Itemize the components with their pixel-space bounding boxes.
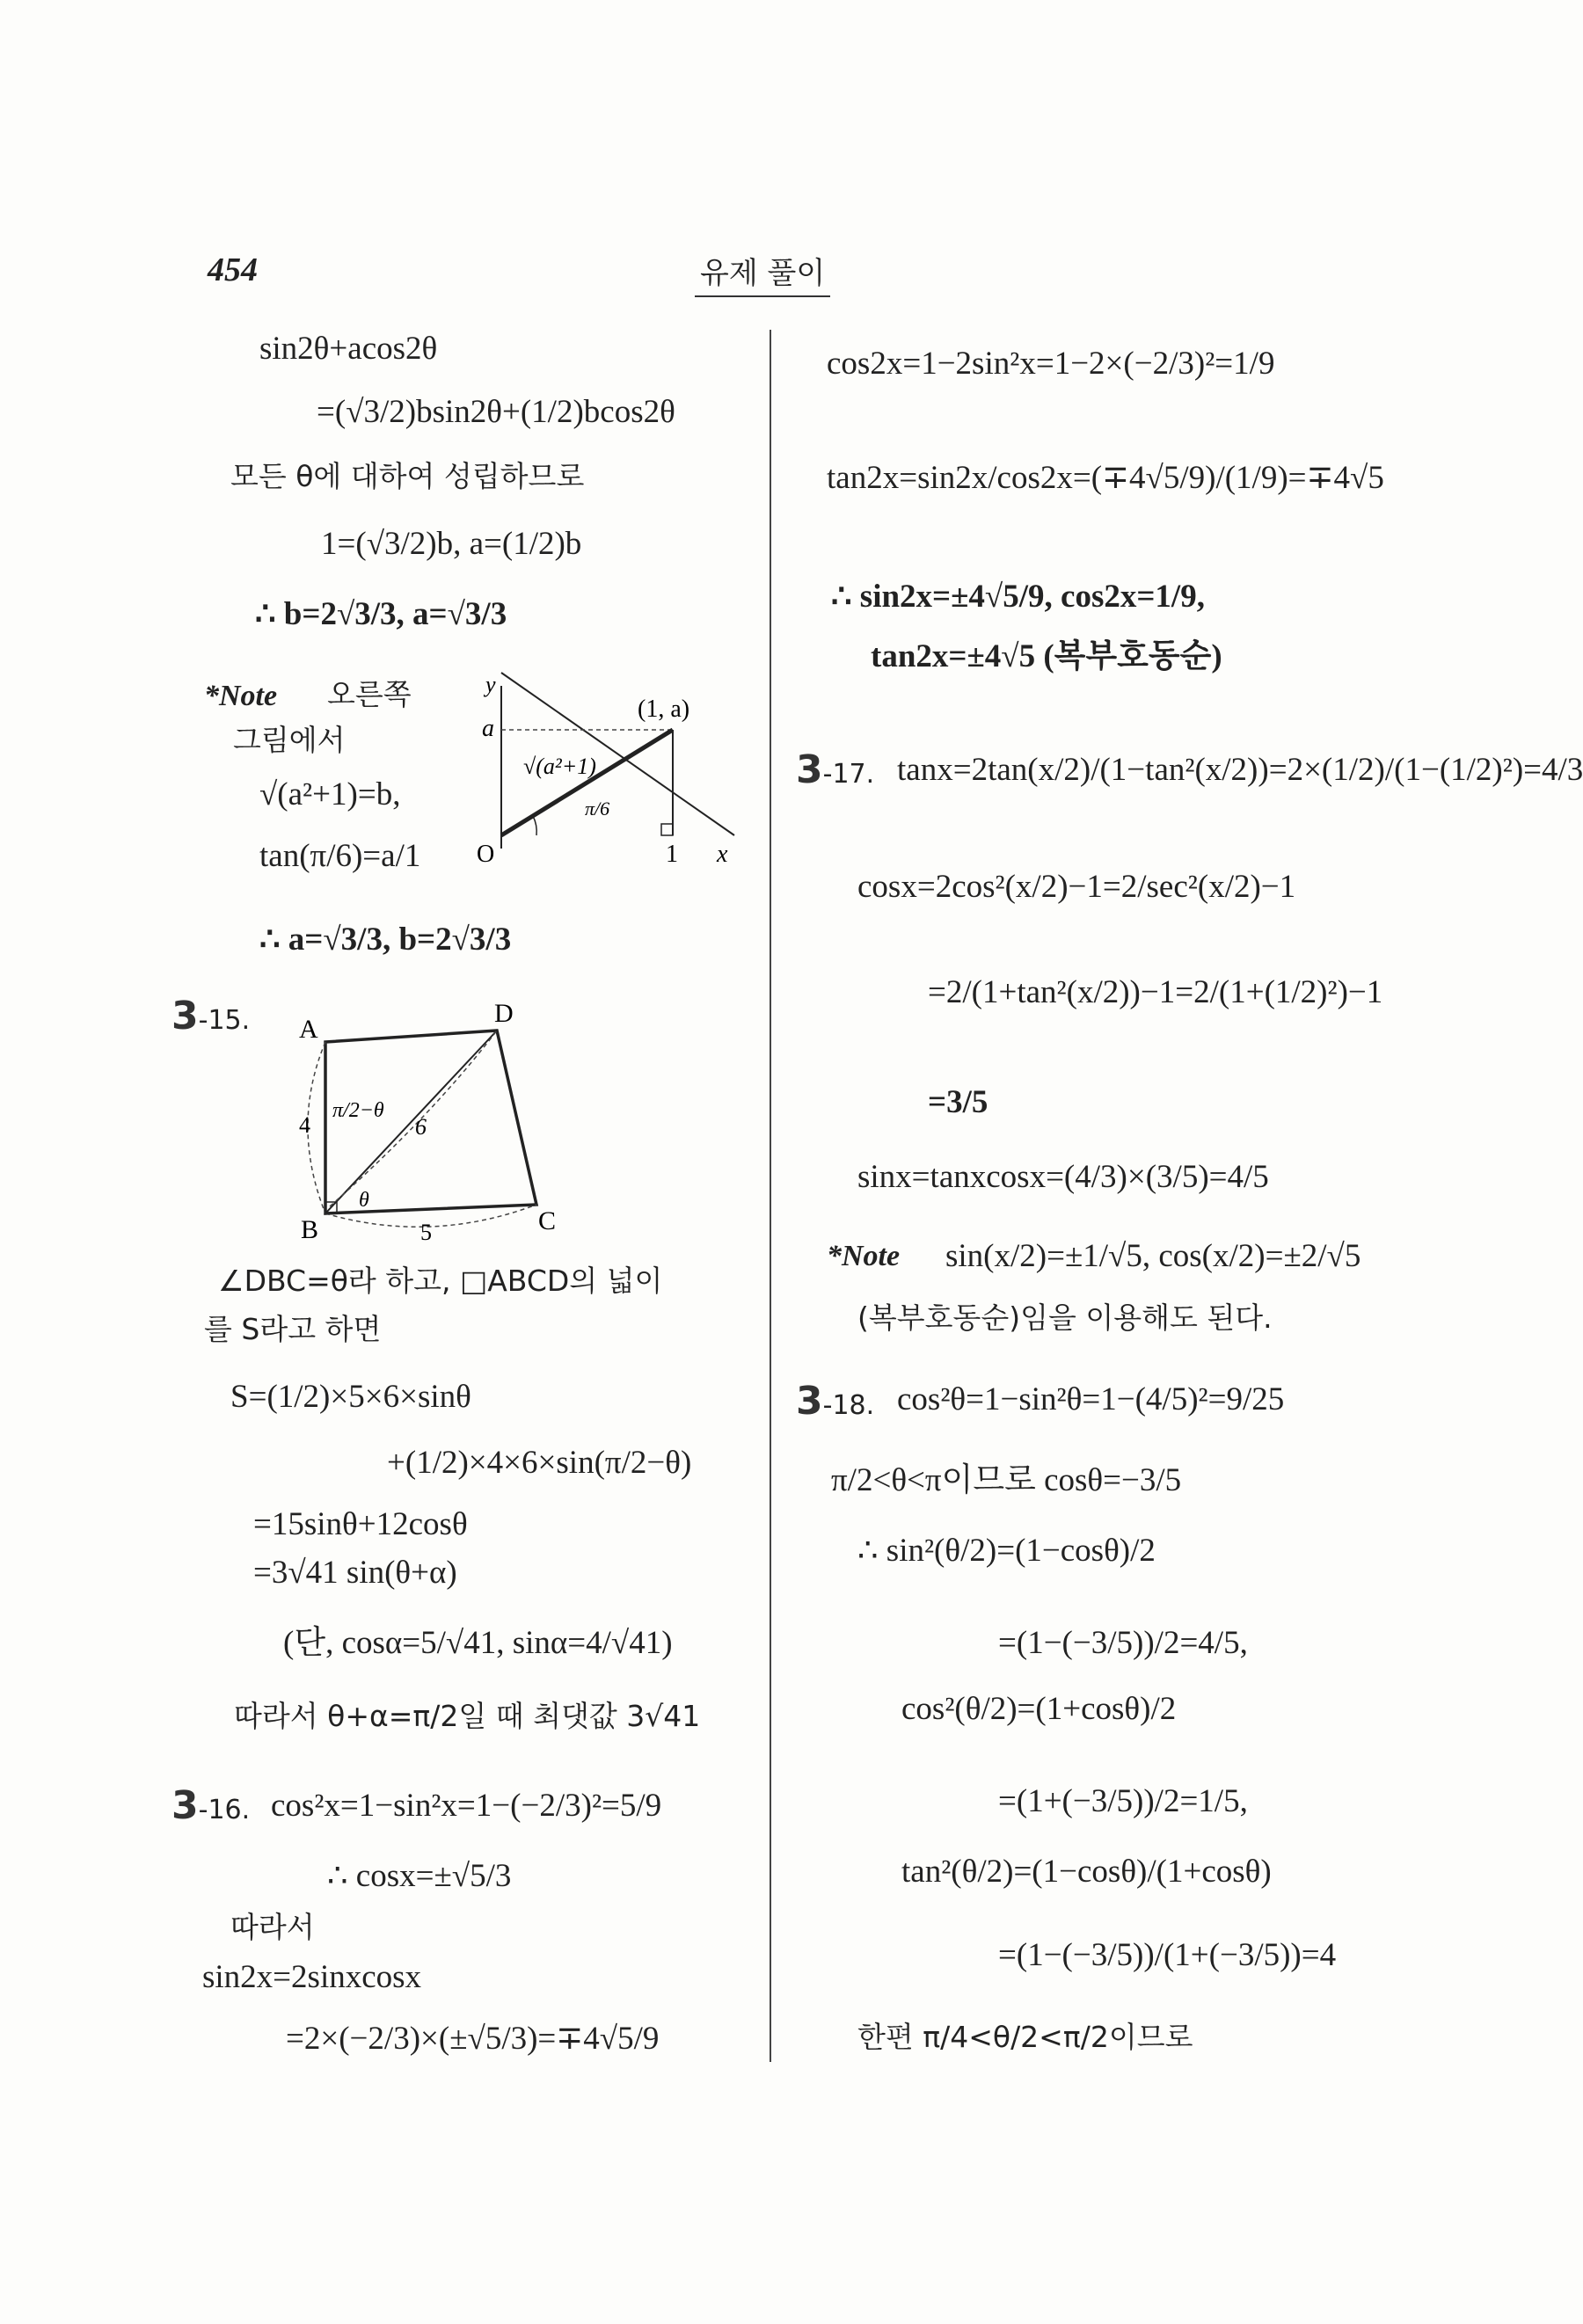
eq-result: ∴ sin2x=±4√5/9, cos2x=1/9, <box>831 579 1205 615</box>
angle-arc <box>533 816 536 835</box>
side-label: 5 <box>420 1220 432 1245</box>
eq-line: tan²(θ/2)=(1−cosθ)/(1+cosθ) <box>901 1854 1272 1890</box>
fig-label: O <box>477 841 495 868</box>
hypotenuse <box>501 730 673 835</box>
eq-line: (단, cosα=5/√41, sinα=4/√41) <box>283 1625 673 1661</box>
note-label: *Note <box>204 680 278 712</box>
eq-result: 따라서 θ+α=π/2일 때 최댓값 3√41 <box>234 1699 701 1733</box>
right-angle-mark <box>661 824 673 835</box>
fig-label: √(a²+1) <box>523 754 596 779</box>
eq-line: =3/5 <box>928 1084 988 1120</box>
quadrilateral-figure <box>281 999 580 1245</box>
eq-line: √(a²+1)=b, <box>259 776 401 812</box>
eq-line: =2/(1+tan²(x/2))−1=2/(1+(1/2)²)−1 <box>928 974 1383 1010</box>
eq-result: ∴ b=2√3/3, a=√3/3 <box>255 596 507 632</box>
eq-line: sin(x/2)=±1/√5, cos(x/2)=±2/√5 <box>945 1238 1361 1274</box>
fig-label: a <box>482 715 494 742</box>
eq-line: π/2<θ<π이므로 cosθ=−3/5 <box>831 1462 1182 1498</box>
eq-line: ∴ cosx=±√5/3 <box>327 1858 512 1894</box>
angle-label: θ <box>359 1189 369 1212</box>
vertex-b: B <box>301 1215 319 1244</box>
eq-result: ∴ a=√3/3, b=2√3/3 <box>259 922 512 958</box>
problem-number-3-18: 3-18. <box>796 1379 875 1424</box>
eq-line: S=(1/2)×5×6×sinθ <box>230 1379 471 1415</box>
fig-label: y <box>485 672 496 697</box>
eq-line: tan(π/6)=a/1 <box>259 838 421 874</box>
note-text: 오른쪽 <box>327 677 412 711</box>
diagonal-bd <box>325 1031 497 1213</box>
eq-line: sinx=tanxcosx=(4/3)×(3/5)=4/5 <box>857 1159 1269 1195</box>
note-figure <box>457 673 748 871</box>
vertex-a: A <box>299 1015 318 1044</box>
eq-line: tan2x=sin2x/cos2x=(∓4√5/9)/(1/9)=∓4√5 <box>827 460 1384 496</box>
column-divider <box>770 330 771 2062</box>
problem-number-3-17: 3-17. <box>796 747 875 792</box>
text-line: 한편 π/4<θ/2<π/2이므로 <box>857 2020 1193 2054</box>
page-number: 454 <box>208 251 258 288</box>
eq-line: =15sinθ+12cosθ <box>253 1506 468 1542</box>
fig-label: x <box>717 841 728 868</box>
problem-number-3-16: 3-16. <box>171 1783 251 1828</box>
eq-line: tanx=2tan(x/2)/(1−tan²(x/2))=2×(1/2)/(1−(1/2)²)=4/3 <box>897 752 1583 788</box>
side-label: 6 <box>415 1114 427 1140</box>
eq-line: =2×(−2/3)×(±√5/3)=∓4√5/9 <box>286 2021 660 2057</box>
vertex-c: C <box>538 1206 557 1235</box>
text-line: 모든 θ에 대하여 성립하므로 <box>230 459 585 493</box>
problem-number-3-15: 3-15. <box>171 994 251 1038</box>
eq-line: cos²(θ/2)=(1+cosθ)/2 <box>901 1691 1177 1727</box>
note-text: 그림에서 <box>233 723 346 757</box>
eq-line: =3√41 sin(θ+α) <box>253 1555 457 1591</box>
fig-label: (1, a) <box>638 696 690 723</box>
side-label: 4 <box>299 1112 310 1138</box>
eq-line: =(1−(−3/5))/2=4/5, <box>998 1625 1248 1661</box>
dashed-arc <box>308 1042 325 1213</box>
page-title: 유제 풀이 <box>695 249 830 297</box>
eq-line: ∴ sin²(θ/2)=(1−cosθ)/2 <box>857 1533 1156 1569</box>
eq-line: sin2x=2sinxcosx <box>202 1959 422 1995</box>
text-line: 를 S라고 하면 <box>204 1312 382 1346</box>
fig-label: π/6 <box>585 798 610 820</box>
quad-outline <box>325 1031 536 1213</box>
text-line: 따라서 <box>230 1910 315 1944</box>
fig-label: 1 <box>666 841 678 868</box>
eq-line: =(√3/2)bsin2θ+(1/2)bcos2θ <box>317 394 675 430</box>
note-label: *Note <box>827 1240 901 1272</box>
eq-line: cos²x=1−sin²x=1−(−2/3)²=5/9 <box>271 1788 662 1824</box>
eq-line: 1=(√3/2)b, a=(1/2)b <box>321 526 582 562</box>
eq-line: sin2θ+acos2θ <box>259 331 438 367</box>
eq-line: =(1+(−3/5))/2=1/5, <box>998 1783 1248 1819</box>
eq-line: cos²θ=1−sin²θ=1−(4/5)²=9/25 <box>897 1381 1285 1417</box>
text-line: (복부호동순)임을 이용해도 된다. <box>857 1300 1273 1335</box>
eq-line: =(1−(−3/5))/(1+(−3/5))=4 <box>998 1937 1337 1973</box>
eq-line: +(1/2)×4×6×sin(π/2−θ) <box>387 1445 692 1481</box>
text-line: ∠DBC=θ라 하고, □ABCD의 넓이 <box>218 1264 663 1298</box>
eq-line: cos2x=1−2sin²x=1−2×(−2/3)²=1/9 <box>827 346 1275 382</box>
eq-line: cosx=2cos²(x/2)−1=2/sec²(x/2)−1 <box>857 869 1296 905</box>
eq-result: tan2x=±4√5 (복부호동순) <box>871 638 1222 674</box>
angle-label: π/2−θ <box>332 1099 384 1122</box>
vertex-d: D <box>494 999 514 1028</box>
